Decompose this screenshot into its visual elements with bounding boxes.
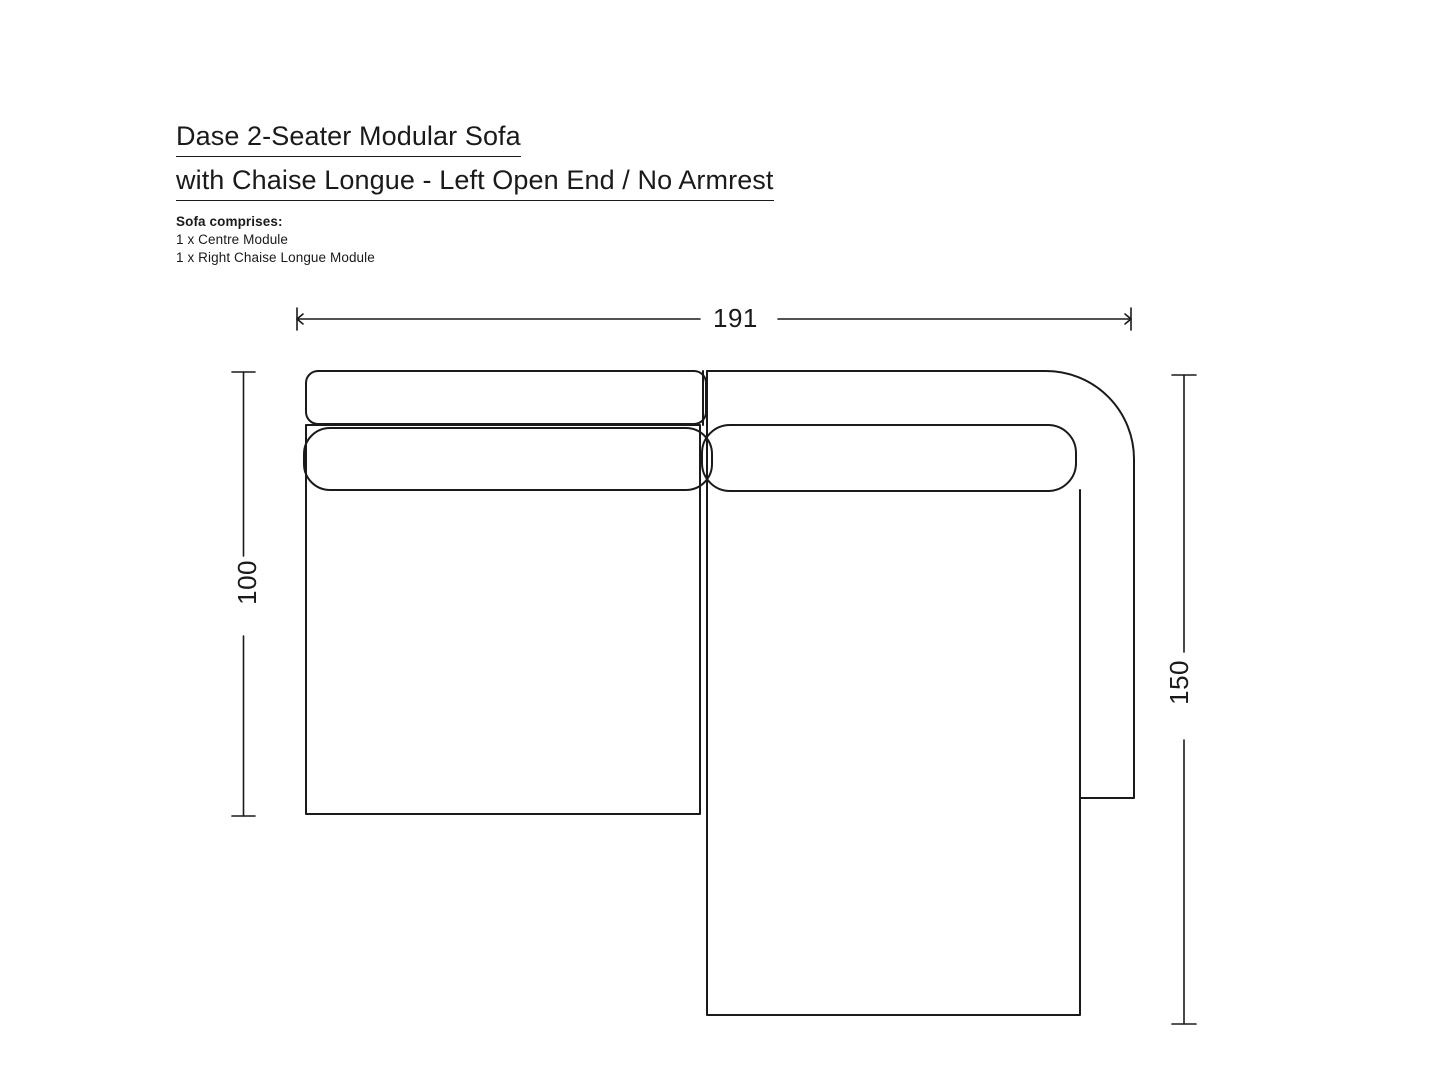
chaise-longue-module-outline bbox=[702, 371, 1134, 1015]
dimension-label-total-depth: 150 bbox=[1164, 660, 1194, 705]
comprises-item-1: 1 x Centre Module bbox=[176, 232, 289, 247]
comprises-item-2: 1 x Right Chaise Longue Module bbox=[176, 250, 375, 265]
dimension-label-width: 191 bbox=[713, 303, 758, 333]
title-line-1: Dase 2-Seater Modular Sofa bbox=[176, 118, 521, 157]
comprises-heading: Sofa comprises: bbox=[176, 214, 283, 229]
title-line-2: with Chaise Longue - Left Open End / No Armrest bbox=[176, 162, 774, 201]
centre-module-outline bbox=[304, 371, 712, 814]
dimension-label-depth-wrap bbox=[232, 560, 272, 640]
dimension-label-depth: 100 bbox=[232, 560, 262, 605]
dimension-label-total-depth-wrap bbox=[1164, 660, 1204, 740]
